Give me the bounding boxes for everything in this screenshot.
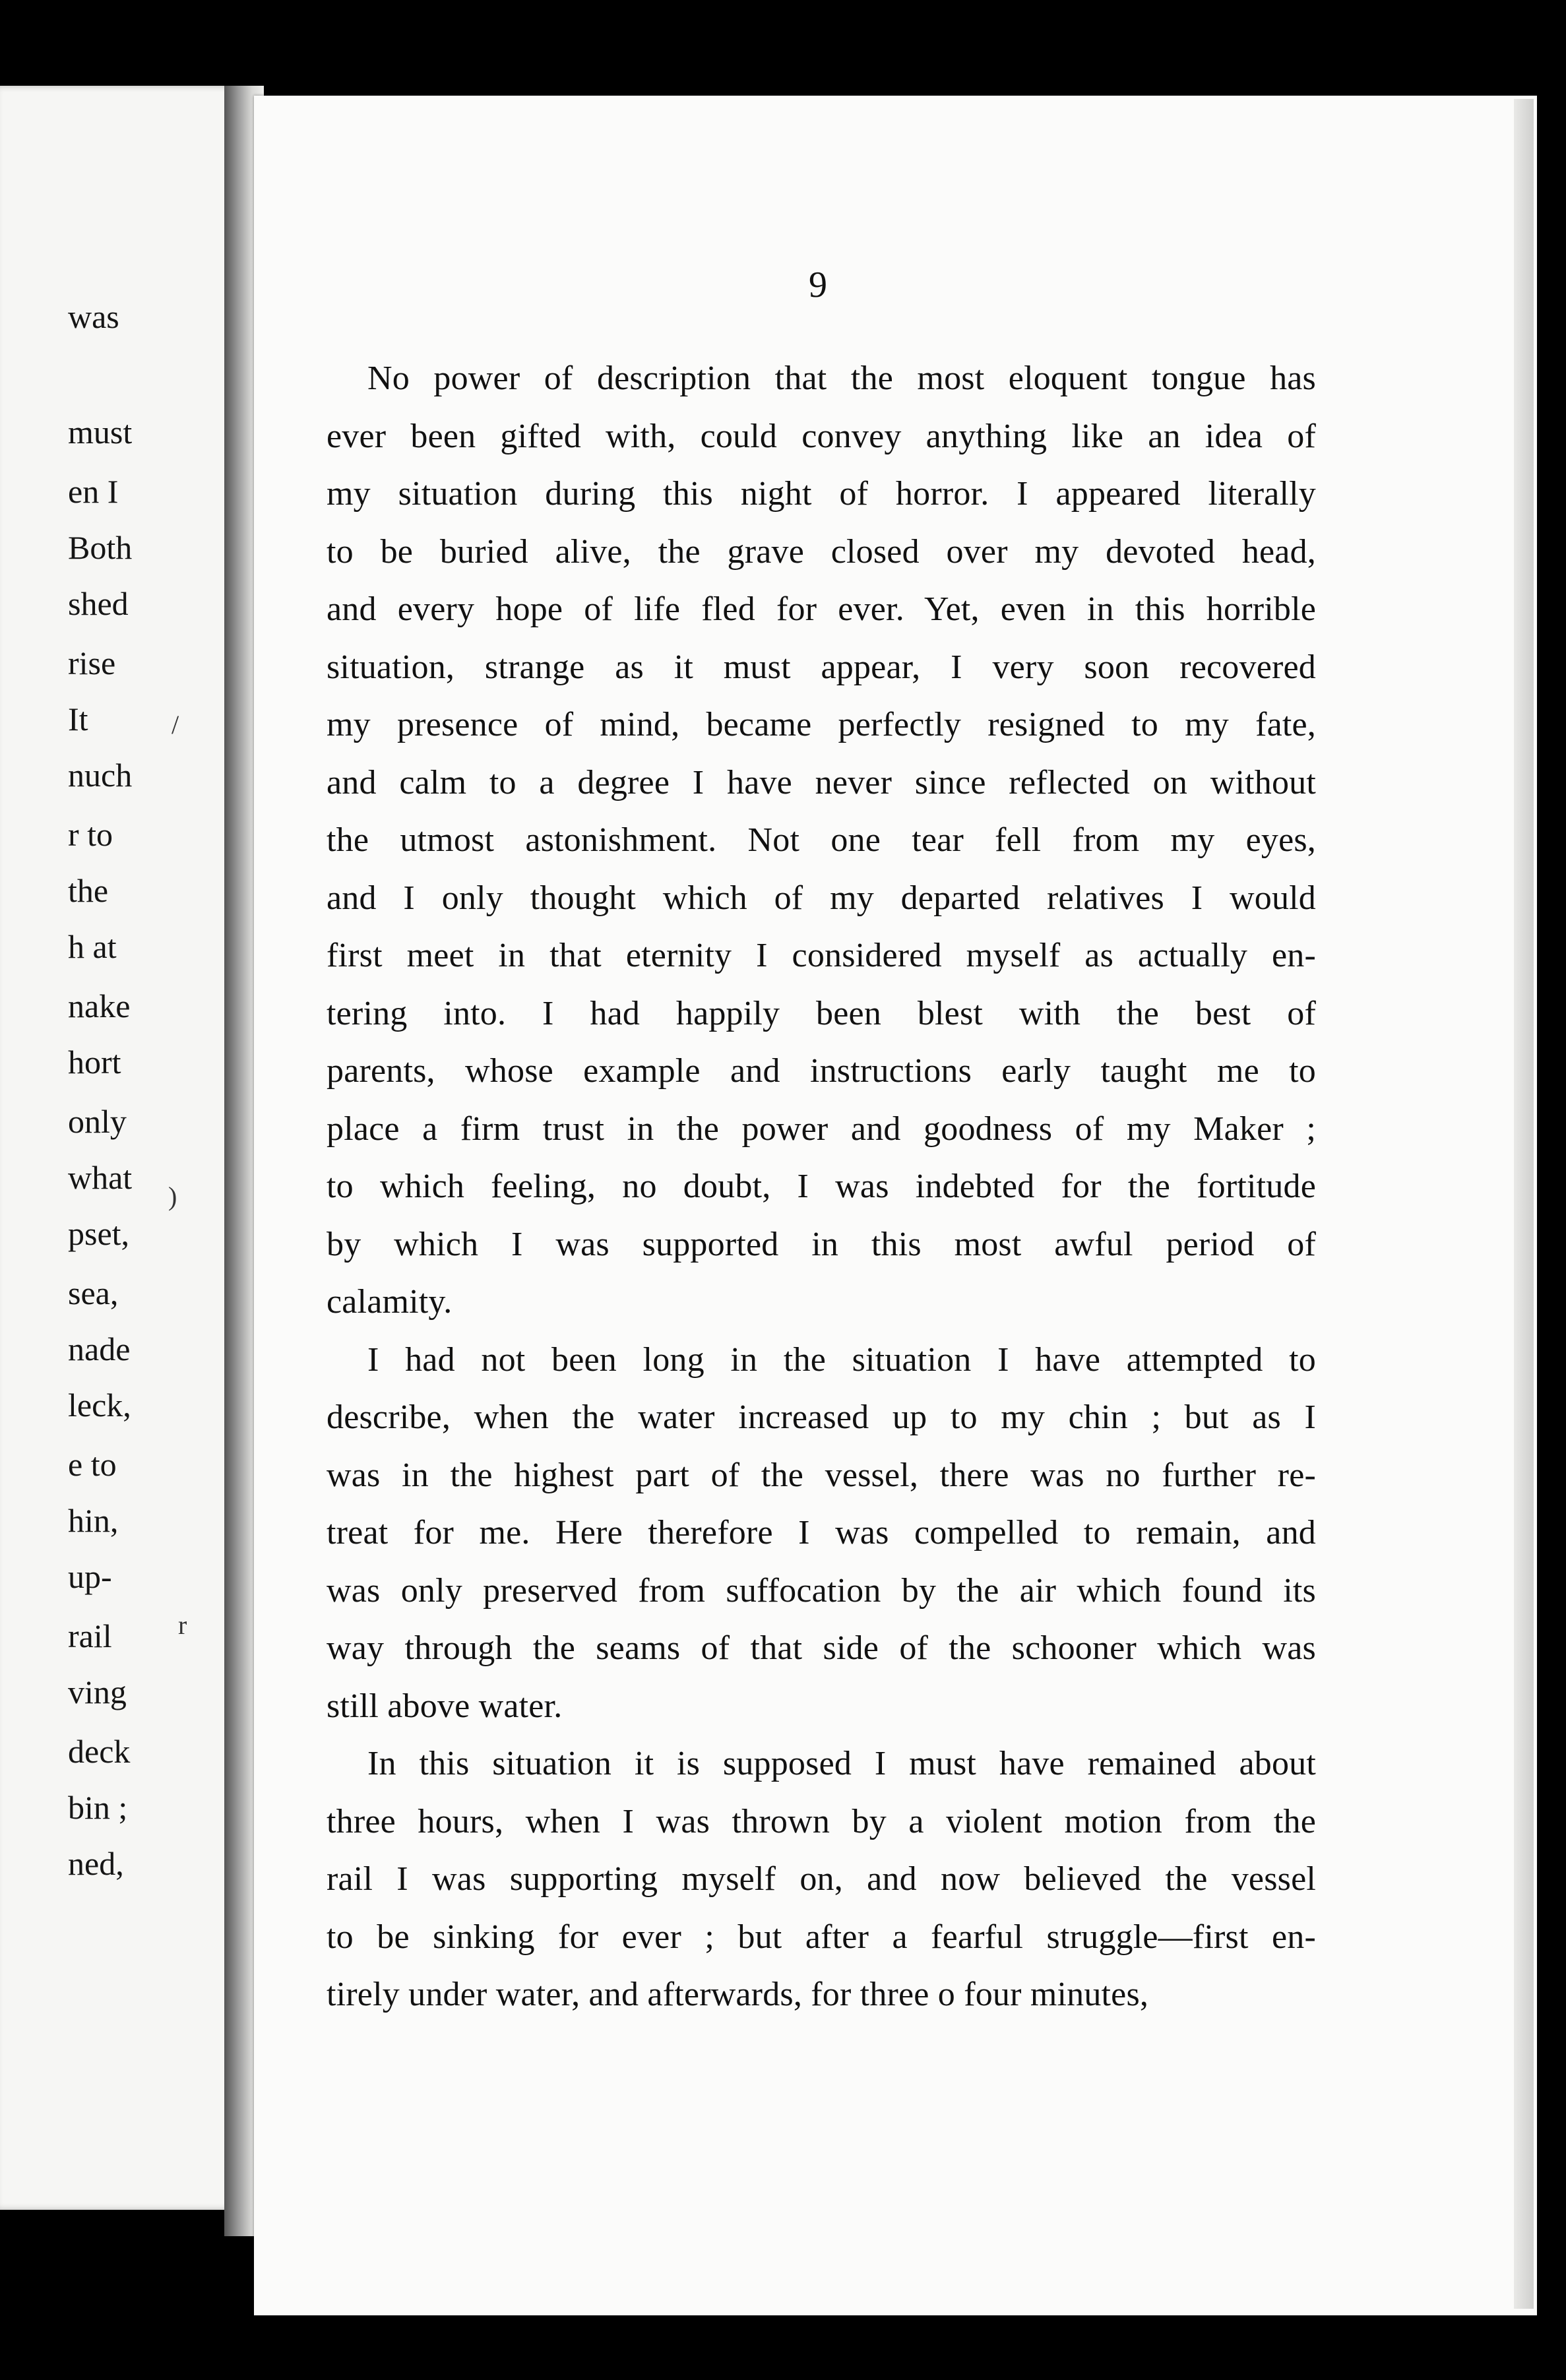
text-line: place a firm trust in the power and goodness of my Maker ; bbox=[327, 1110, 1316, 1148]
facing-page-word: sea, bbox=[68, 1274, 119, 1311]
facing-page-word: ned, bbox=[68, 1845, 124, 1882]
text-line: to which feeling, no doubt, I was indebted for the fortitude bbox=[327, 1168, 1316, 1205]
text-line: to be buried alive, the grave closed over my devoted head, bbox=[327, 532, 1316, 571]
page-edge bbox=[1514, 99, 1534, 2309]
text-line: by which I was supported in this most awful period of bbox=[327, 1225, 1316, 1263]
text-line: my presence of mind, became perfectly resigned to my fate, bbox=[327, 706, 1316, 743]
facing-page-word: bin ; bbox=[68, 1789, 128, 1826]
text-line: was only preserved from suffocation by the air which found its bbox=[327, 1571, 1316, 1610]
text-line: three hours, when I was thrown by a violent motion from the bbox=[327, 1802, 1316, 1840]
text-line: parents, whose example and instructions early taught me to bbox=[327, 1052, 1316, 1090]
facing-page-word: Both bbox=[68, 529, 133, 566]
facing-page-word: h at bbox=[68, 928, 117, 965]
facing-page-word: must bbox=[68, 414, 133, 451]
facing-page-word: nuch bbox=[68, 757, 133, 794]
facing-page-word: the bbox=[68, 872, 109, 909]
text-line: my situation during this night of horror. I appeared literally bbox=[327, 475, 1316, 513]
facing-page-word: en I bbox=[68, 473, 119, 510]
facing-page-word: only bbox=[68, 1103, 127, 1140]
margin-mark: r bbox=[178, 1610, 187, 1640]
text-line: calamity. bbox=[327, 1283, 453, 1321]
page-body-text bbox=[327, 350, 1316, 2024]
facing-page-word: was bbox=[68, 298, 119, 335]
text-line: treat for me. Here therefore I was compelled to remain, and bbox=[327, 1514, 1316, 1551]
facing-page-word: rise bbox=[68, 644, 116, 681]
text-line: tering into. I had happily been blest with the best of bbox=[327, 994, 1316, 1032]
facing-page-word: leck, bbox=[68, 1387, 131, 1424]
facing-page-word: ving bbox=[68, 1674, 127, 1710]
text-line: and every hope of life fled for ever. Yet, even in this horrible bbox=[327, 590, 1316, 628]
page-number: 9 bbox=[809, 265, 827, 305]
facing-page-word: shed bbox=[68, 585, 129, 622]
text-line: I had not been long in the situation I have attempted to bbox=[367, 1340, 1316, 1379]
text-line: and I only thought which of my departed relatives I would bbox=[327, 879, 1316, 917]
facing-page-word: r to bbox=[68, 816, 113, 853]
text-line: first meet in that eternity I considered myself as actually en- bbox=[327, 937, 1316, 974]
facing-page-word: nake bbox=[68, 987, 131, 1024]
facing-page-word: hin, bbox=[68, 1502, 119, 1539]
facing-page-word: rail bbox=[68, 1617, 112, 1654]
facing-page-word: It bbox=[68, 701, 88, 737]
text-line: to be sinking for ever ; but after a fearful struggle—first en- bbox=[327, 1918, 1316, 1956]
text-line: tirely under water, and afterwards, for three o four minutes, bbox=[327, 1976, 1149, 2013]
text-line: the utmost astonishment. Not one tear fell from my eyes, bbox=[327, 821, 1316, 859]
margin-mark: ) bbox=[168, 1181, 177, 1211]
facing-page-word: up- bbox=[68, 1558, 112, 1595]
text-line: In this situation it is supposed I must have remained about bbox=[367, 1745, 1316, 1782]
text-line: describe, when the water increased up to my chin ; but as I bbox=[327, 1398, 1316, 1436]
text-line: No power of description that the most eloquent tongue has bbox=[367, 360, 1316, 397]
text-line: and calm to a degree I have never since reflected on without bbox=[327, 763, 1316, 801]
facing-page-fragment bbox=[0, 86, 241, 2210]
facing-page-word: what bbox=[68, 1159, 133, 1196]
text-line: ever been gifted with, could convey anything like an idea of bbox=[327, 417, 1316, 455]
facing-page-word: nade bbox=[68, 1331, 131, 1367]
text-line: situation, strange as it must appear, I very soon recovered bbox=[327, 648, 1316, 686]
text-line: was in the highest part of the vessel, there was no further re- bbox=[327, 1456, 1316, 1494]
margin-mark: / bbox=[172, 710, 179, 739]
facing-page-word: deck bbox=[68, 1733, 131, 1770]
facing-page-word: hort bbox=[68, 1044, 121, 1080]
facing-page-word: pset, bbox=[68, 1215, 130, 1252]
text-line: way through the seams of that side of the schooner which was bbox=[327, 1629, 1316, 1667]
text-line: still above water. bbox=[327, 1687, 563, 1725]
facing-page-word: e to bbox=[68, 1446, 117, 1483]
text-line: rail I was supporting myself on, and now believed the vessel bbox=[327, 1860, 1316, 1898]
